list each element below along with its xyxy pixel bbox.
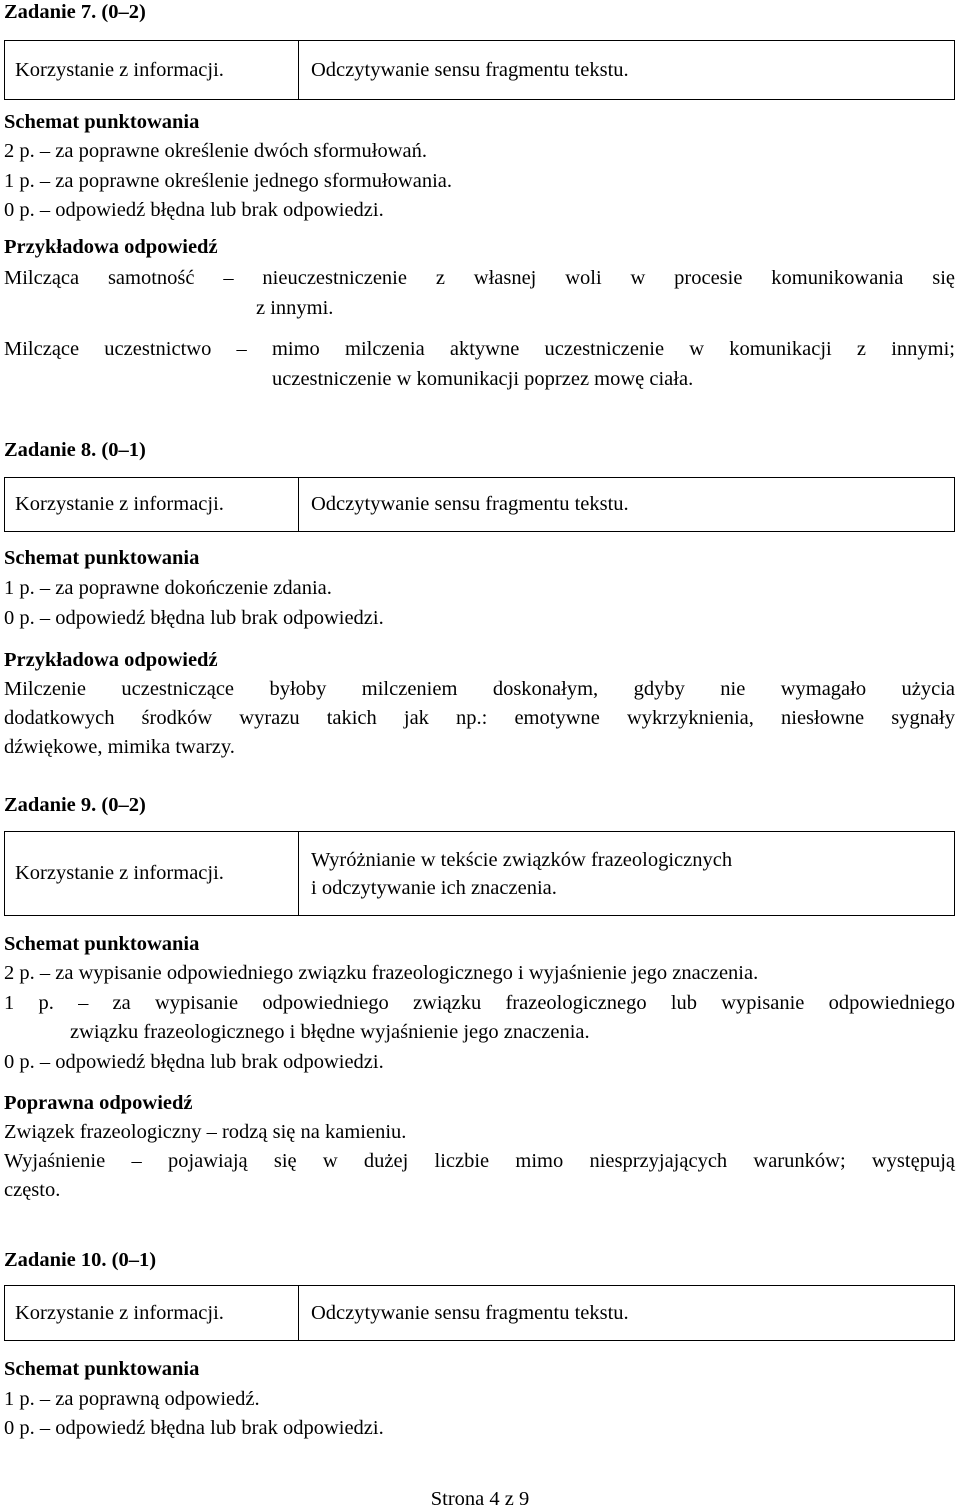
task7-answer-line: Milcząca samotność – nieuczestniczenie z własnej woli w procesie komunikowania się	[4, 267, 955, 289]
task10-criterion: 0 p. – odpowiedź błędna lub brak odpowiedzi.	[4, 1417, 384, 1439]
task8-title: Zadanie 8. (0–1)	[4, 439, 146, 461]
task8-answer-line: dodatkowych środków wyrazu takich jak np.: emotywne wykrzyknienia, niesłowne sygnały	[4, 707, 955, 729]
task9-criterion: 1 p. – za wypisanie odpowiedniego związku frazeologicznego lub wypisanie odpowiedniego	[4, 992, 955, 1014]
task9-title: Zadanie 9. (0–2)	[4, 794, 146, 816]
task9-scheme-heading: Schemat punktowania	[4, 933, 200, 955]
task9-skill-general: Korzystanie z informacji.	[5, 832, 299, 915]
task9-skill-specific	[299, 832, 954, 915]
task8-criterion: 0 p. – odpowiedź błędna lub brak odpowiedzi.	[4, 607, 384, 629]
task8-skills-table	[4, 477, 955, 532]
task8-answer-line: dźwiękowe, mimika twarzy.	[4, 736, 235, 758]
task7-criterion: 0 p. – odpowiedź błędna lub brak odpowiedzi.	[4, 199, 384, 221]
task10-skill-general: Korzystanie z informacji.	[5, 1286, 299, 1340]
task10-scheme-heading: Schemat punktowania	[4, 1358, 200, 1380]
task7-answer-line: uczestniczenie w komunikacji poprzez mowę ciała.	[272, 368, 694, 390]
task10-skills-table	[4, 1285, 955, 1341]
task7-skill-general: Korzystanie z informacji.	[5, 41, 299, 99]
task7-answer-line: Milczące uczestnictwo – mimo milczenia aktywne uczestniczenie w komunikacji z innymi;	[4, 338, 955, 360]
task7-criterion: 2 p. – za poprawne określenie dwóch sformułowań.	[4, 140, 427, 162]
task8-scheme-heading: Schemat punktowania	[4, 547, 200, 569]
task7-answer-line: z innymi.	[256, 297, 334, 319]
task10-criterion: 1 p. – za poprawną odpowiedź.	[4, 1388, 260, 1410]
task9-answer-explanation: często.	[4, 1179, 61, 1201]
task9-criterion: 2 p. – za wypisanie odpowiedniego związku frazeologicznego i wyjaśnienie jego znaczenia.	[4, 962, 759, 984]
task9-answer-heading: Poprawna odpowiedź	[4, 1092, 193, 1114]
task8-skill-specific: Odczytywanie sensu fragmentu tekstu.	[311, 493, 629, 516]
task8-criterion: 1 p. – za poprawne dokończenie zdania.	[4, 577, 332, 599]
task8-answer-line: Milczenie uczestniczące byłoby milczeniem doskonałym, gdyby nie wymagało użycia	[4, 678, 955, 700]
task9-answer-phrase: Związek frazeologiczny – rodzą się na kamieniu.	[4, 1121, 407, 1143]
task7-criterion: 1 p. – za poprawne określenie jednego sformułowania.	[4, 170, 453, 192]
task10-skill-specific: Odczytywanie sensu fragmentu tekstu.	[311, 1301, 629, 1324]
task8-skill-general: Korzystanie z informacji.	[5, 478, 299, 531]
task9-skill-specific-line: i odczytywanie ich znaczenia.	[311, 876, 557, 899]
task10-title: Zadanie 10. (0–1)	[4, 1249, 157, 1271]
task9-criterion: 0 p. – odpowiedź błędna lub brak odpowiedzi.	[4, 1051, 384, 1073]
task7-scheme-heading: Schemat punktowania	[4, 111, 200, 133]
task9-skills-table	[4, 831, 955, 916]
page-number: Strona 4 z 9	[430, 1488, 530, 1510]
task7-skills-table	[4, 40, 955, 100]
task9-criterion: związku frazeologicznego i błędne wyjaśnienie jego znaczenia.	[70, 1021, 590, 1043]
task8-answer-heading: Przykładowa odpowiedź	[4, 649, 218, 671]
task7-skill-specific: Odczytywanie sensu fragmentu tekstu.	[311, 58, 629, 81]
task7-title: Zadanie 7. (0–2)	[4, 1, 146, 23]
task9-skill-specific-line: Wyróżnianie w tekście związków frazeologicznych	[311, 848, 733, 871]
task7-answer-heading: Przykładowa odpowiedź	[4, 236, 218, 258]
task9-answer-explanation: Wyjaśnienie – pojawiają się w dużej liczbie mimo niesprzyjających warunków; występują	[4, 1150, 955, 1172]
